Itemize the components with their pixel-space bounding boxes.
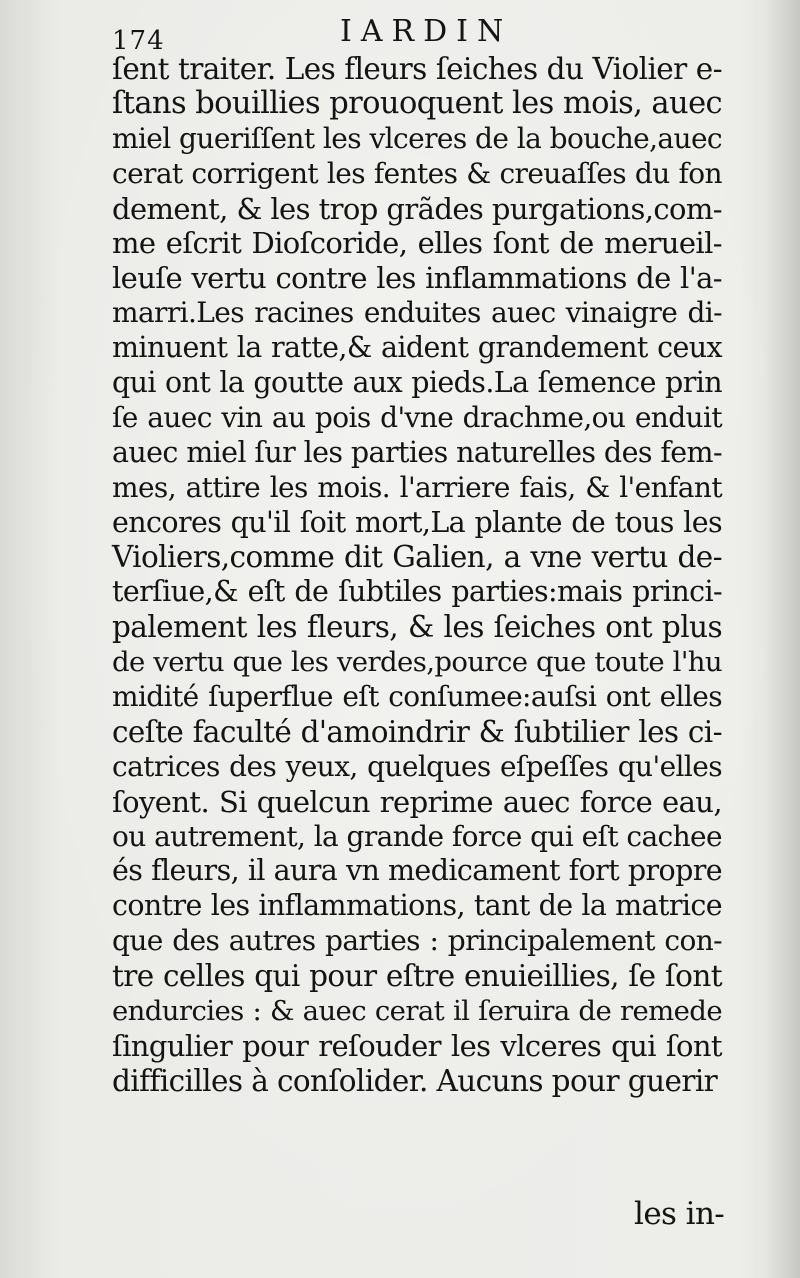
text-line: qui ont la goutte aux pieds.La ſemence prin xyxy=(112,366,722,400)
text-line: ſtans bouillies prouoquent les mois, auec xyxy=(112,85,722,121)
text-line: ſent traiter. Les fleurs ſeiches du Violier e- xyxy=(112,52,722,86)
text-line: Violiers,comme dit Galien, a vne vertu de- xyxy=(112,540,722,575)
text-line: palement les fleurs, & les ſeiches ont plus xyxy=(112,610,722,645)
catchword: les in- xyxy=(634,1196,725,1232)
text-line: miel gueriſſent les vlceres de la bouche,auec xyxy=(112,121,722,155)
text-line: leuſe vertu contre les inflammations de l'a- xyxy=(112,261,722,296)
text-line: auec miel ſur les parties naturelles des fem- xyxy=(112,435,722,469)
text-line: mes, attire les mois. l'arriere fais, & l'enfant xyxy=(112,470,722,504)
text-line: dement, & les trop grãdes purgations,com- xyxy=(112,191,722,226)
running-title: IARDIN xyxy=(340,14,513,49)
body-text xyxy=(112,52,722,1099)
page-header xyxy=(0,0,800,60)
text-line: endurcies : & auec cerat il ſeruira de remede xyxy=(112,995,722,1028)
text-line: catrices des yeux, quelques eſpeſſes qu'elles xyxy=(112,749,722,783)
text-line: de vertu que les verdes,pource que toute l'hu xyxy=(112,646,722,679)
text-line: ſe auec vin au pois d'vne drachme,ou enduit xyxy=(112,400,722,434)
text-line: marri.Les racines enduites auec vinaigre di- xyxy=(112,296,722,330)
page-number: 174 xyxy=(112,26,165,56)
page-edge-shadow xyxy=(764,0,800,1278)
text-line: ceſte faculté d'amoindrir & ſubtilier les ci- xyxy=(112,714,722,749)
text-line: encores qu'il ſoit mort,La plante de tous les xyxy=(112,505,722,539)
text-line: cerat corrigent les fentes & creuaſſes du fon xyxy=(112,156,722,190)
text-line: difficilles à conſolider. Aucuns pour guerir xyxy=(112,1063,718,1098)
text-line: que des autres parties : principalement con- xyxy=(112,924,722,958)
text-line: ſoyent. Si quelcun reprime auec force eau, xyxy=(112,784,722,819)
text-line: és fleurs, il aura vn medicament fort propre xyxy=(112,854,722,888)
text-line: contre les inflammations, tant de la matrice xyxy=(112,889,722,923)
text-line: terſiue,& eſt de ſubtiles parties:mais princi- xyxy=(112,575,722,609)
text-line: ſingulier pour reſouder les vlceres qui ſont xyxy=(112,1028,722,1063)
text-line: tre celles qui pour eſtre enuieillies, ſe ſont xyxy=(112,959,722,994)
text-line: me eſcrit Dioſcoride, elles ſont de merueil- xyxy=(112,226,722,261)
text-line: minuent la ratte,& aident grandement ceux xyxy=(112,331,722,365)
text-line: ou autrement, la grande force qui eſt cachee xyxy=(112,819,722,853)
text-line: midité ſuperflue eſt conſumee:auſsi ont elles xyxy=(112,680,722,714)
